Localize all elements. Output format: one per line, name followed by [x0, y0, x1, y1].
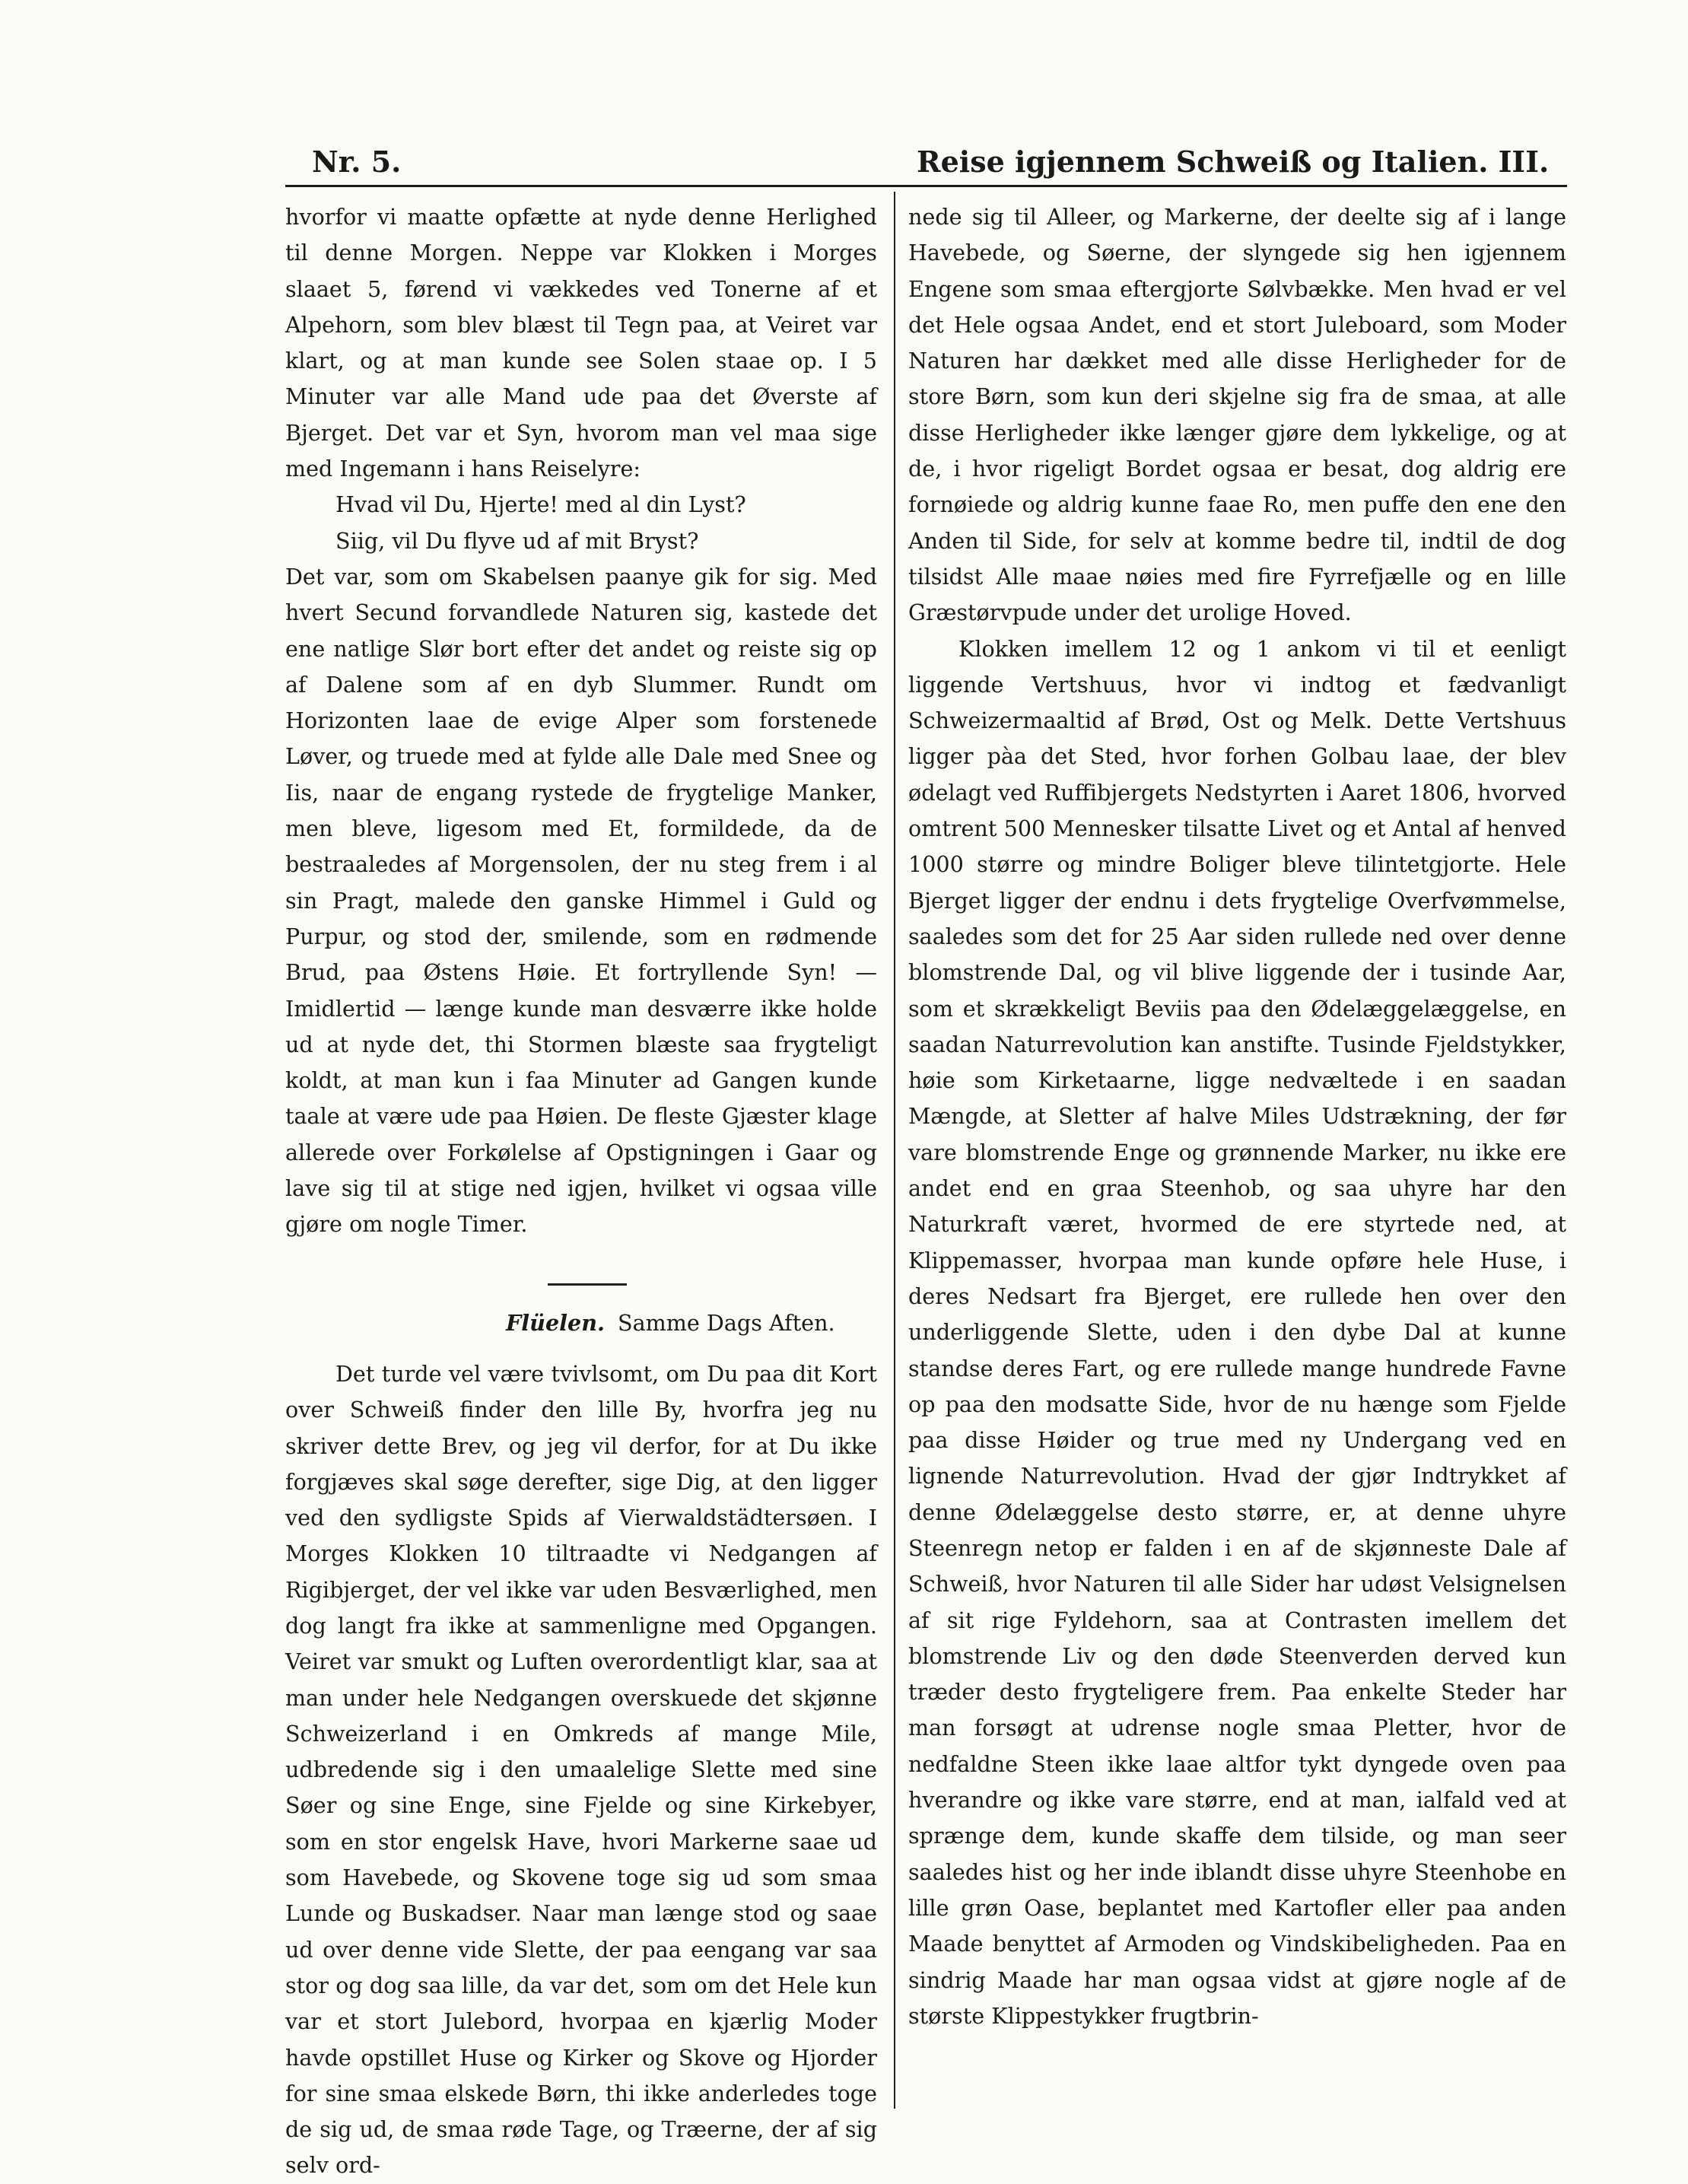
verse-line-1: Hvad vil Du, Hjerte! med al din Lyst? [335, 491, 746, 518]
left-column [285, 199, 877, 2184]
left-paragraph-1: hvorfor vi maatte opfætte at nyde denne Herlighed til denne Morgen. Neppe var Klokken i Morges slaaet 5, førend vi vækkedes ved Tonerne af et Alpehorn, som blev blæst til Tegn paa, at Veiret var klart, og at man kunde see Solen staae op. I 5 Minuter var alle Mand ude paa det Øverste af Bjerget. Det var et Syn, hvorom man vel maa sige med Ingemann i hans Reiselyre: [285, 204, 877, 482]
header-rule [285, 185, 1567, 187]
dateline [285, 1305, 877, 1341]
dateline-place: Flüelen. [506, 1309, 605, 1336]
verse-line-2: Siig, vil Du flyve ud af mit Bryst? [335, 527, 699, 554]
dateline-time: Samme Dags Aften. [618, 1309, 835, 1336]
left-paragraph-3: Det turde vel være tvivlsomt, om Du paa dit Kort over Schweiß finder den lille By, hvorfra jeg nu skriver dette Brev, og jeg vil derfor, for at Du ikke forgjæves skal søge derefter, sige Dig, at den ligger ved den sydligste Spids af Vierwaldstädtersøen. I Morges Klokken 10 tiltraadte vi Nedgangen af Rigibjerget, der vel ikke var uden Besværlighed, men dog langt fra ikke at sammenligne med Opgangen. Veiret var smukt og Luften overordentligt klar, saa at man under hele Nedgangen overskuede det skjønne Schweizerland i en Omkreds af mange Mile, udbredende sig i den umaalelige Slette med sine Søer og sine Enge, sine Fjelde og sine Kirkebyer, som en stor engelsk Have, hvori Markerne saae ud som Havebede, og Skovene toge sig ud som smaa Lunde og Buskadser. Naar man længe stod og saae ud over denne vide Slette, der paa eengang var saa stor og dog saa lille, da var det, som om det Hele kun var et stort Julebord, hvorpaa en kjærlig Moder havde opstillet Huse og Kirker og Skove og Hjorder for sine smaa elskede Børn, thi ikke anderledes toge de sig ud, de smaa røde Tage, og Træerne, der af sig selv ord- [285, 1360, 877, 2179]
article-title: Reise igjennem Schweiß og Italien. III. [917, 145, 1550, 179]
left-paragraph-2: Det var, som om Skabelsen paanye gik for sig. Med hvert Secund forvandlede Naturen sig, kastede det ene natlige Slør bort efter det andet og reiste sig op af Dalene som af en dyb Slummer. Rundt om Horizonten laae de evige Alper som forstenede Løver, og truede med at fylde alle Dale med Snee og Iis, naar de engang rystede de frygtelige Manker, men bleve, ligesom med Et, formildede, da de bestraaledes af Morgensolen, der nu steg frem i al sin Pragt, malede den ganske Himmel i Guld og Purpur, og stod der, smilende, som en rødmende Brud, paa Østens Høie. Et fortryllende Syn! — Imidlertid — længe kunde man desværre ikke holde ud at nyde det, thi Stormen blæste saa frygteligt koldt, at man kun i faa Minuter ad Gangen kunde taale at være ude paa Høien. De fleste Gjæster klage allerede over Forkølelse af Opstigningen i Gaar og lave sig til at stige ned igjen, hvilket vi ogsaa ville gjøre om nogle Timer. [285, 563, 877, 1238]
issue-number: Nr. 5. [312, 145, 402, 179]
column-divider [894, 192, 895, 2109]
section-separator [548, 1283, 627, 1286]
right-paragraph-2: Klokken imellem 12 og 1 ankom vi til et eenligt liggende Vertshuus, hvor vi indtog et fædvanligt Schweizermaaltid af Brød, Ost og Melk. Dette Vertshuus ligger pàa det Sted, hvor forhen Golbau laae, der blev ødelagt ved Ruffibjergets Nedstyrten i Aaret 1806, hvorved omtrent 500 Mennesker tilsatte Livet og et Antal af henved 1000 større og mindre Boliger bleve tilintetgjorte. Hele Bjerget ligger der endnu i dets frygtelige Overfvømmelse, saaledes som det for 25 Aar siden rullede ned over denne blomstrende Dal, og vil blive liggende der i tusinde Aar, som et skrækkeligt Beviis paa den Ødelæggelæggelse, en saadan Naturrevolution kan anstifte. Tusinde Fjeldstykker, høie som Kirketaarne, ligge nedvæltede i en saadan Mængde, at Sletter af halve Miles Udstrækning, der før vare blomstrende Enge og grønnende Marker, nu ikke ere andet end en graa Steenhob, og saa uhyre har den Naturkraft været, hvormed de ere styrtede ned, at Klippemasser, hvorpaa man kunde opføre hele Huse, i deres Nedsart fra Bjerget, ere rullede hen over den underliggende Slette, uden i den dybe Dal at kunne standse deres Fart, og ere rullede mange hundrede Favne op paa den modsatte Side, hvor de nu hænge som Fjelde paa disse Høider og true med ny Undergang ved en lignende Naturrevolution. Hvad der gjør Indtrykket af denne Ødelæggelse desto større, er, at denne uhyre Steenregn netop er falden i en af de skjønneste Dale af Schweiß, hvor Naturen til alle Sider har udøst Velsignelsen af sit rige Fyldehorn, saa at Contrasten imellem det blomstrende Liv og den døde Steenverden derved kun træder desto frygteligere frem. Paa enkelte Steder har man forsøgt at udrense nogle smaa Pletter, hvor de nedfaldne Steen ikke laae altfor tykt dyngede oven paa hverandre og ikke vare større, end at man, ialfald ved at sprænge dem, kunde skaffe dem tilside, og man seer saaledes hist og her inde iblandt disse uhyre Steenhobe en lille grøn Oase, beplantet med Kartofler eller paa anden Maade benyttet af Armoden og Vindskibeligheden. Paa en sindrig Maade har man ogsaa vidst at gjøre nogle af de største Klippestykker frugtbrin- [908, 635, 1566, 2029]
page-header [285, 129, 1567, 184]
right-column [908, 199, 1566, 2034]
right-paragraph-1: nede sig til Alleer, og Markerne, der deelte sig af i lange Havebede, og Søerne, der slyngede sig hen igjennem Engene som smaa eftergjorte Sølvbække. Men hvad er vel det Hele ogsaa Andet, end et stort Juleboard, som Moder Naturen har dækket med alle disse Herligheder for de store Børn, som kun deri skjelne sig fra de smaa, at alle disse Herligheder ikke længer gjøre dem lykkelige, og at de, i hvor rigeligt Bordet ogsaa er besat, dog aldrig ere fornøiede og aldrig kunne faae Ro, men puffe den ene den Anden til Side, for selv at komme bedre til, indtil de dog tilsidst Alle maae nøies med fire Fyrrefjælle og en lille Græstørvpude under det urolige Hoved. [908, 204, 1566, 626]
